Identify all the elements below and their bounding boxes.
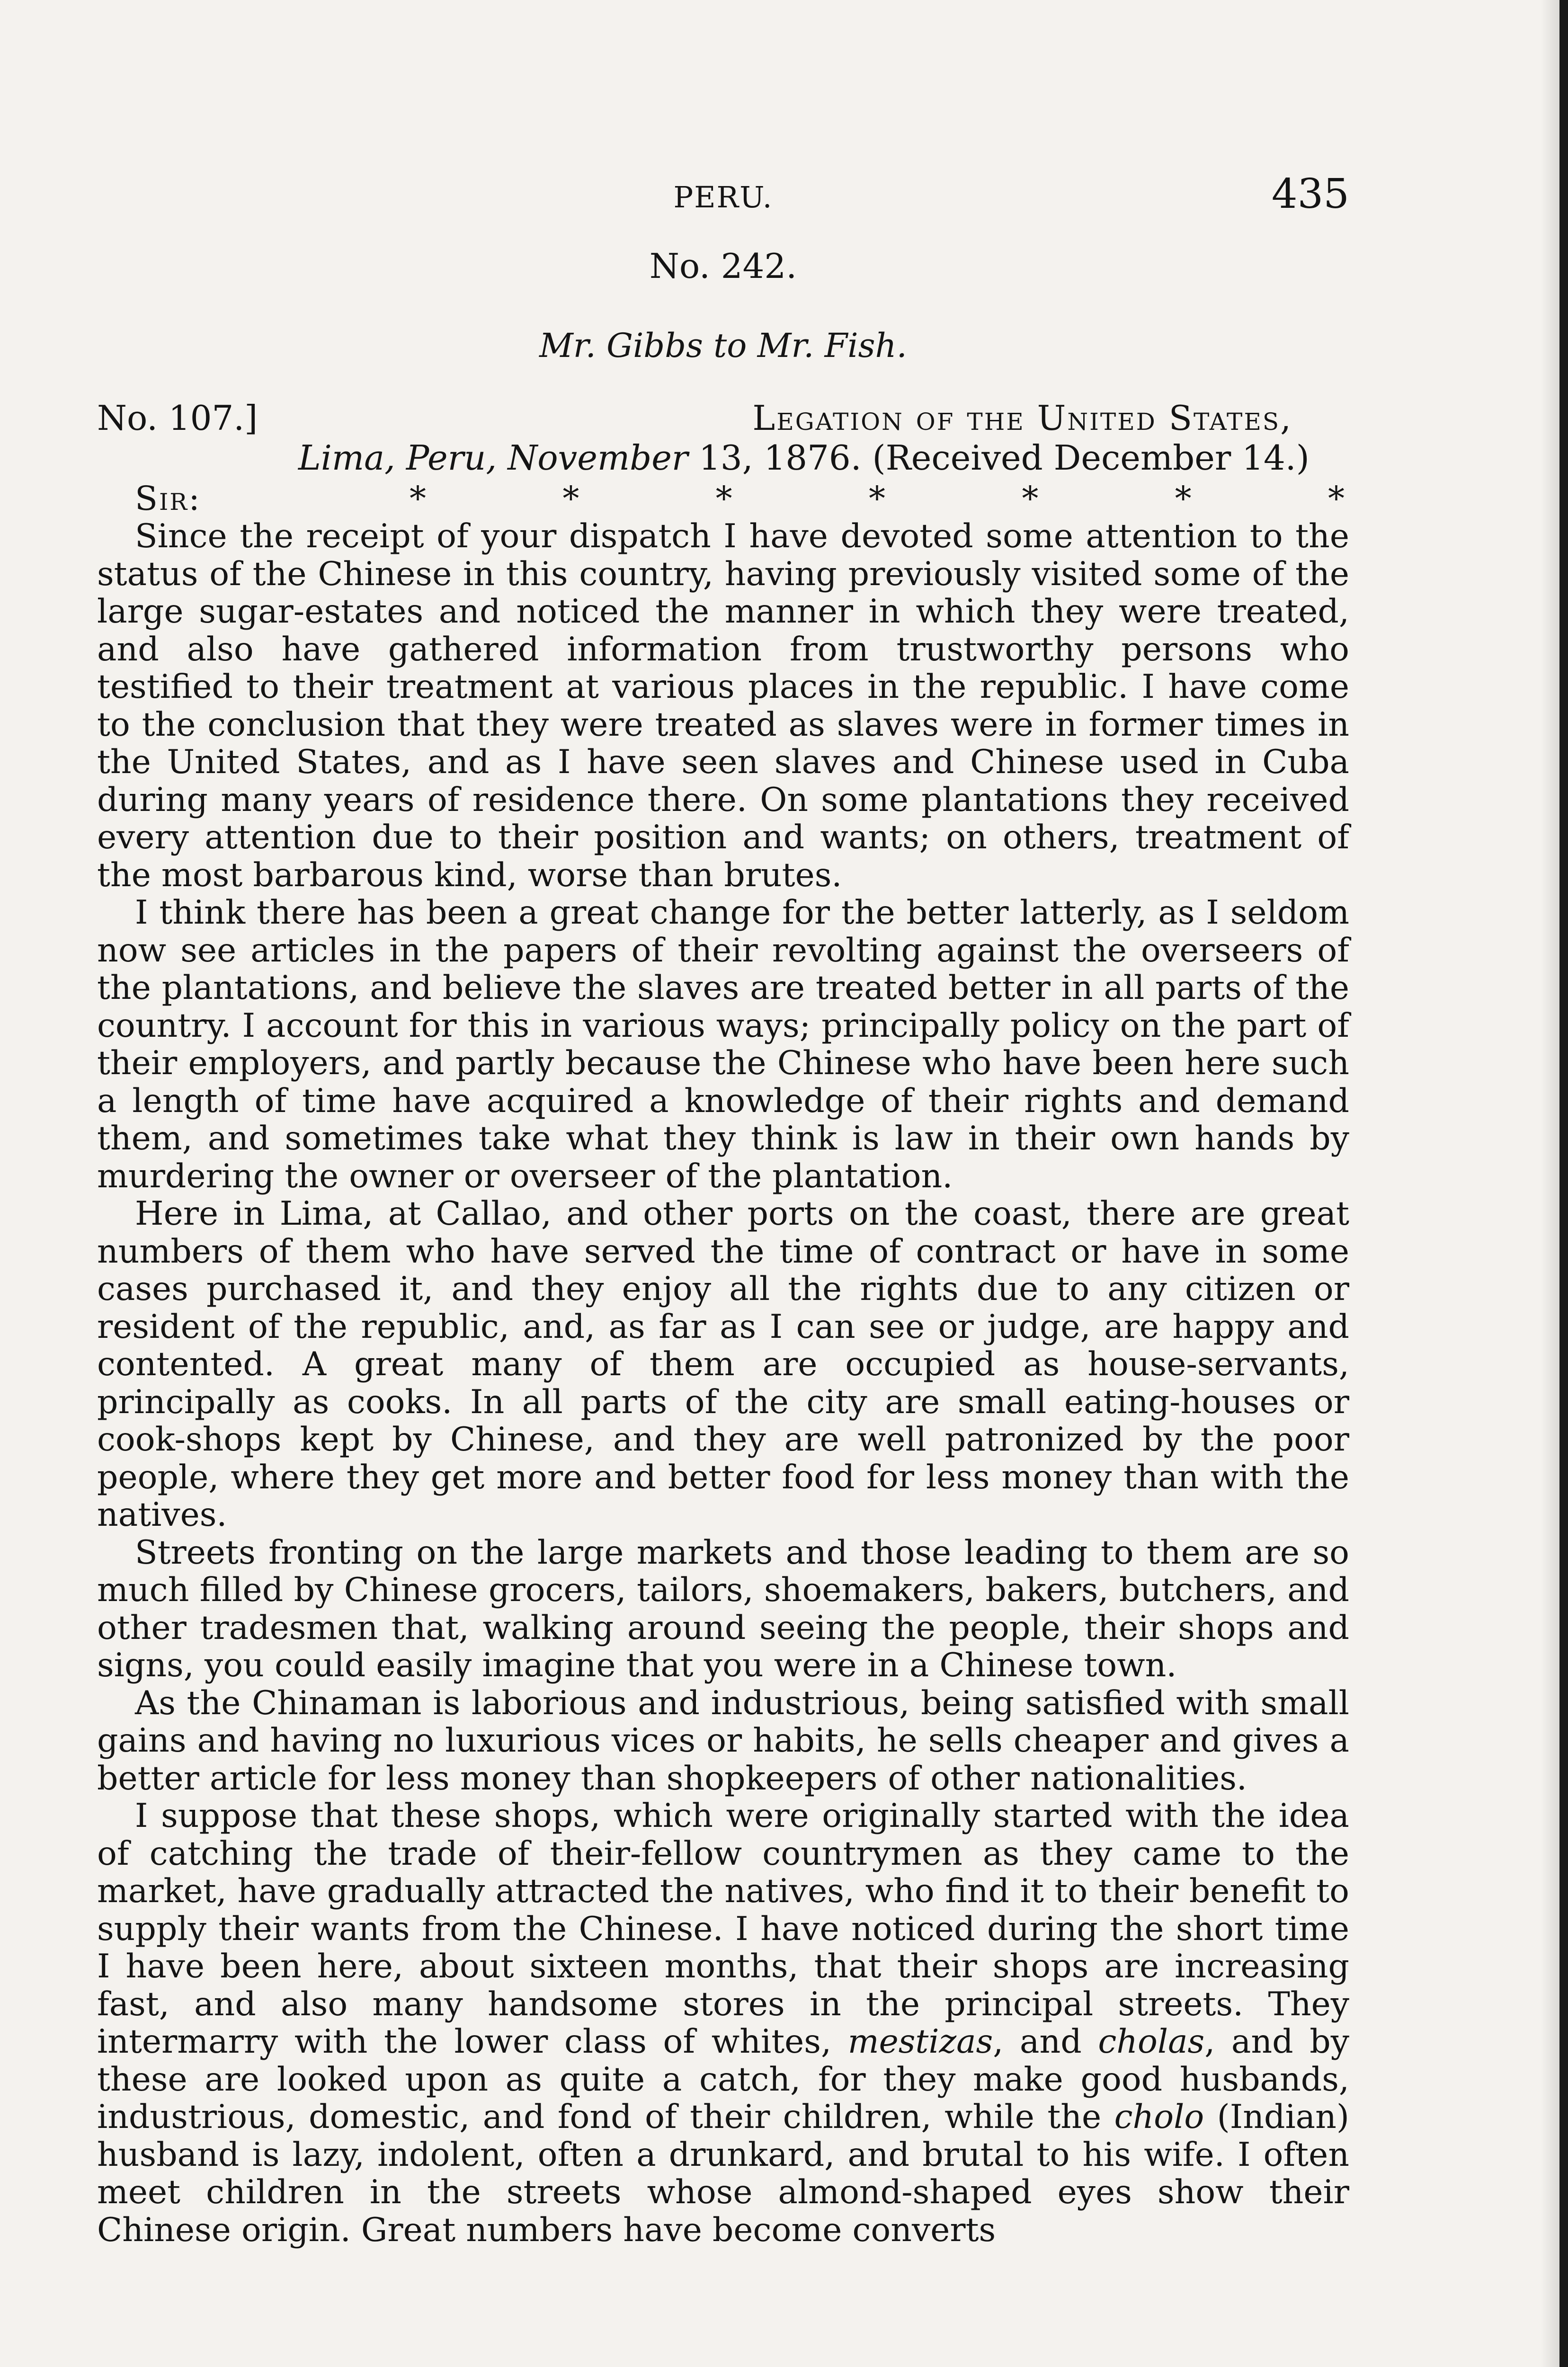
star-mark: * [1022,479,1039,518]
running-head-title: PERU. [673,180,773,214]
body-paragraph [97,1684,1349,1797]
dateline [97,398,1349,478]
salutation [97,480,1349,517]
date-received: 13, 1876. (Received December 14.) [688,438,1310,478]
running-head [97,170,1349,227]
page-number: 435 [1271,170,1349,218]
paragraph-text: Here in Lima, at Callao, and other ports on the coast, there are great numbers of them who have served the time of contract or have in some cases purchased it, and they enjoy all the rights due to any citizen or resident of the republic, and, as far as I can see or judge, are happy and contented. A great many of them are occupied as house-servants, principally as cooks. In all parts of the city are small eating-houses or cook-shops kept by Chinese, and they are well patronized by the poor people, where they get more and better food for less money than with the natives. [97,1194,1349,1534]
paragraph-text: (Indian) husband is lazy, indolent, often a drunkard, and brutal to his wife. I often meet children in the streets whose almond-shaped eyes show their Chinese origin. Great numbers have become converts [97,2098,1349,2249]
document-number: No. 242. [649,246,797,286]
paragraph-text: As the Chinaman is laborious and industrious, being satisfied with small gains and having no luxurious vices or habits, he sells cheaper and gives a better article for less money than shopkeepers of other nationalities. [97,1683,1349,1797]
italic-term-cholo: cholo [1114,2098,1204,2136]
ellipsis-stars [410,480,1349,517]
body-paragraph [97,1534,1349,1684]
page-gutter-shadow [1541,0,1559,2367]
place-date-row [97,438,1349,478]
paragraph-text: Since the receipt of your dispatch I have devoted some attention to the status of the Chinese in this country, having previously visited some of the large sugar-estates and noticed the manner in which they were treated, and also have gathered information from trustworthy persons who testified to their treatment at various places in the republic. I have come to the conclusion that they were treated as slaves were in former times in the United States, and as I have seen slaves and Chinese used in Cuba during many years of residence there. On some plantations they received every attention due to their position and wants; on others, treatment of the most barbarous kind, worse than brutes. [97,517,1349,894]
salutation-sir: Sir: [135,479,201,518]
paragraph-text: , and [993,2022,1098,2061]
paragraph-text: I think there has been a great change for the better latterly, as I seldom now see articles in the papers of their revolting against the overseers of the plantations, and believe the slaves are treated better in all parts of the country. I account for this in various ways; principally policy on the part of their employers, and partly because the Chinese who have been here such a length of time have acquired a knowledge of their rights and demand them, and sometimes take what they think is law in their own hands by murdering the owner or overseer of the plantation. [97,893,1349,1195]
star-mark: * [715,479,732,518]
paragraph-text: , and by these are looked upon as quite a catch, for they make good husbands, industrious, domestic, and fond of their children, while the [97,2022,1350,2136]
dispatch-reference: No. 107.] [97,398,258,438]
star-mark: * [868,479,885,518]
body-paragraph [97,1797,1349,2249]
star-mark: * [410,479,426,518]
document-page [97,170,1349,2249]
star-mark: * [562,479,579,518]
star-mark: * [1175,479,1192,518]
legation-name: Legation of the United States, [752,398,1292,438]
star-mark: * [1327,479,1345,518]
body-paragraph [97,517,1349,894]
paragraph-text: I suppose that these shops, which were originally started with the idea of catching the trade of their-fellow countrymen as they came to the market, have gradually attracted the natives, who find it to their benefit to supply their wants from the Chinese. I have noticed during the short time I have been here, about sixteen months, that their shops are increasing fast, and also many handsome stores in the principal streets. They intermarry with the lower class of whites, [97,1797,1349,2061]
body-paragraph [97,1195,1349,1534]
page-gutter [1559,0,1568,2367]
letter-body [97,517,1349,2249]
dateline-row [97,398,1349,438]
paragraph-text: Streets fronting on the large markets and those leading to them are so much filled by Chinese grocers, tailors, shoemakers, bakers, butchers, and other tradesmen that, walking around seeing the people, their shops and signs, you could easily imagine that you were in a Chinese town. [97,1533,1349,1684]
place-date: Lima, Peru, November [298,438,688,478]
body-paragraph [97,894,1349,1195]
letter-heading: Mr. Gibbs to Mr. Fish. [539,326,907,365]
italic-term-mestizas: mestizas [847,2022,993,2061]
italic-term-cholas: cholas [1098,2022,1205,2061]
